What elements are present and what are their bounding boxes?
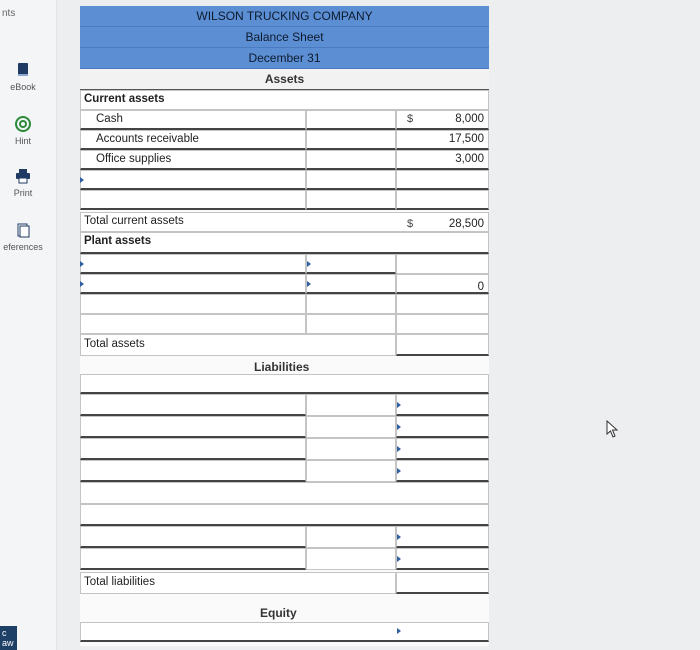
liabilities-header-row <box>80 374 489 394</box>
plant-amount-cell[interactable] <box>396 294 489 314</box>
liability-col1-cell[interactable] <box>306 460 396 482</box>
plant-label-cell[interactable] <box>80 314 306 334</box>
input-marker-icon <box>397 556 401 562</box>
liability-amount-cell[interactable] <box>396 394 489 416</box>
sidebar-item-label: Hint <box>14 136 31 146</box>
cash-col1-cell[interactable] <box>306 110 396 130</box>
blank-amount-cell[interactable] <box>396 170 489 190</box>
statement-date: December 31 <box>80 48 489 69</box>
input-marker-icon <box>397 446 401 452</box>
blank-col1-cell[interactable] <box>306 190 396 210</box>
liability-amount-cell[interactable] <box>396 526 489 548</box>
cash-label: Cash <box>96 113 123 125</box>
liability-label-cell[interactable] <box>80 416 306 438</box>
sidebar-item-label: Print <box>13 188 33 198</box>
liability-col1-cell[interactable] <box>306 526 396 548</box>
total-current-amount: 28,500 <box>448 218 484 230</box>
liability-spacer-row <box>80 482 489 504</box>
liability-col1-cell[interactable] <box>306 394 396 416</box>
mouse-cursor-icon <box>606 420 620 438</box>
balance-sheet <box>80 6 489 646</box>
supplies-amount: 3,000 <box>455 153 484 165</box>
input-marker-icon <box>307 261 311 267</box>
liability-label-cell[interactable] <box>80 438 306 460</box>
liability-amount-cell[interactable] <box>396 460 489 482</box>
input-marker-icon <box>397 468 401 474</box>
input-marker-icon <box>80 177 84 183</box>
liability-label-cell[interactable] <box>80 394 306 416</box>
references-icon <box>15 222 31 238</box>
liability-amount-cell[interactable] <box>396 438 489 460</box>
total-liabilities-label: Total liabilities <box>84 576 155 588</box>
sidebar-item-print[interactable] <box>0 168 46 198</box>
input-marker-icon <box>307 281 311 287</box>
liability-amount-cell[interactable] <box>396 416 489 438</box>
assets-heading: Assets <box>80 69 489 90</box>
input-marker-icon <box>397 628 401 634</box>
ar-col1-cell[interactable] <box>306 130 396 150</box>
plant-label-cell[interactable] <box>80 274 306 294</box>
input-marker-icon <box>397 424 401 430</box>
input-marker-icon <box>80 261 84 267</box>
plant-amount-cell[interactable] <box>396 314 489 334</box>
plant-col1-cell[interactable] <box>306 274 396 294</box>
plant-label-cell[interactable] <box>80 294 306 314</box>
ar-label: Accounts receivable <box>96 133 199 145</box>
liability-label-cell[interactable] <box>80 548 306 570</box>
current-assets-label: Current assets <box>84 93 165 105</box>
sidebar-item-references[interactable] <box>0 222 46 252</box>
sidebar-top-fragment: nts <box>2 8 16 19</box>
supplies-col1-cell[interactable] <box>306 150 396 170</box>
supplies-label: Office supplies <box>96 153 172 165</box>
plant-amount: 0 <box>477 281 484 293</box>
equity-header-row <box>80 622 489 642</box>
total-assets-amount-cell[interactable] <box>396 334 489 356</box>
book-icon <box>15 62 31 78</box>
sidebar <box>0 0 57 650</box>
liability-subheader-row[interactable] <box>80 504 489 526</box>
company-name: WILSON TRUCKING COMPANY <box>80 6 489 27</box>
liability-label-cell[interactable] <box>80 526 306 548</box>
printer-icon <box>15 168 31 184</box>
liability-col1-cell[interactable] <box>306 438 396 460</box>
plant-col1-cell[interactable] <box>306 314 396 334</box>
plant-col1-cell[interactable] <box>306 294 396 314</box>
blank-label-cell[interactable] <box>80 190 306 210</box>
sidebar-item-label: eBook <box>10 82 36 92</box>
sidebar-item-hint[interactable] <box>0 116 46 146</box>
liability-col1-cell[interactable] <box>306 416 396 438</box>
hint-icon <box>15 116 31 132</box>
equity-heading: Equity <box>260 606 297 620</box>
liabilities-heading: Liabilities <box>254 360 310 374</box>
statement-title: Balance Sheet <box>80 27 489 48</box>
input-marker-icon <box>397 534 401 540</box>
total-current-currency: $ <box>407 218 414 230</box>
ar-amount: 17,500 <box>448 133 484 145</box>
sidebar-item-ebook[interactable] <box>0 62 46 92</box>
liability-label-cell[interactable] <box>80 460 306 482</box>
plant-assets-label: Plant assets <box>84 235 152 247</box>
total-liabilities-amount-cell[interactable] <box>396 572 489 594</box>
plant-label-cell[interactable] <box>80 254 306 274</box>
blank-amount-cell[interactable] <box>396 190 489 210</box>
sidebar-bottom-tab[interactable]: c aw <box>0 626 17 650</box>
cash-currency: $ <box>407 113 414 125</box>
plant-col1-cell[interactable] <box>306 254 396 274</box>
plant-amount-cell[interactable] <box>396 254 489 274</box>
total-current-label: Total current assets <box>84 215 184 227</box>
liability-col1-cell[interactable] <box>306 548 396 570</box>
liability-amount-cell[interactable] <box>396 548 489 570</box>
sidebar-item-label: eferences <box>3 242 43 252</box>
input-marker-icon <box>80 281 84 287</box>
blank-col1-cell[interactable] <box>306 170 396 190</box>
total-assets-label: Total assets <box>84 338 145 350</box>
blank-label-cell[interactable] <box>80 170 306 190</box>
input-marker-icon <box>397 402 401 408</box>
cash-amount: 8,000 <box>455 113 484 125</box>
